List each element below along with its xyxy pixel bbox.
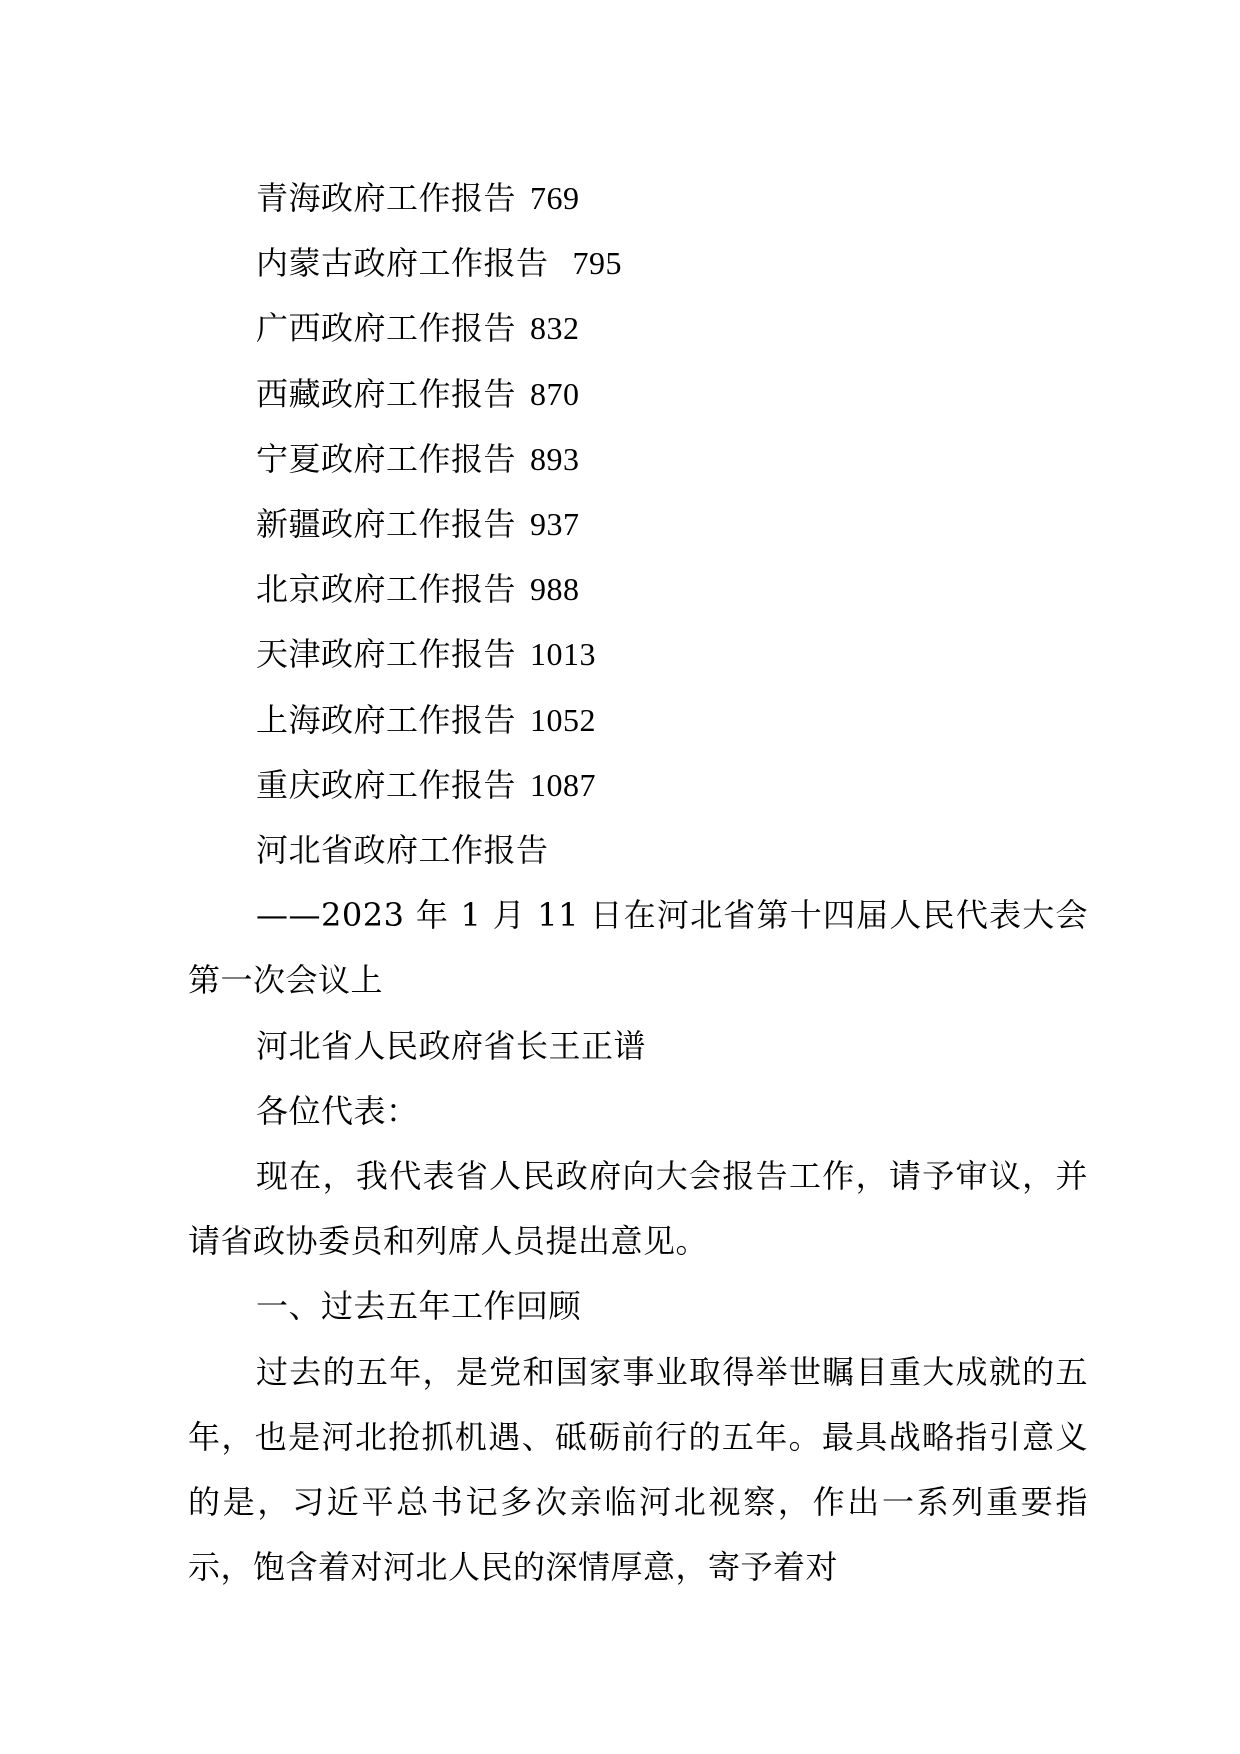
report-subtitle: ——2023 年 1 月 11 日在河北省第十四届人民代表大会第一次会议上 — [188, 896, 1088, 1000]
report-speaker: 河北省人民政府省长王正谱 — [256, 1026, 647, 1065]
report-body-paragraph: 过去的五年，是党和国家事业取得举世瞩目重大成就的五年，也是河北抢抓机遇、砥砺前行的五年。最具战略指引意义的是，习近平总书记多次亲临河北视察，作出一系列重要指示，饱含着对河北人民的深情厚意，寄予着对 — [188, 1352, 1088, 1587]
document-content — [188, 166, 1088, 1600]
toc-entry[interactable] — [188, 362, 1088, 427]
toc-entry-page: 832 — [530, 310, 580, 347]
toc-entry-title: 上海政府工作报告 — [256, 700, 517, 739]
report-title: 河北省政府工作报告 — [256, 831, 549, 870]
toc-entry[interactable] — [188, 688, 1088, 753]
toc-entry[interactable] — [188, 166, 1088, 231]
toc-entry[interactable] — [188, 753, 1088, 818]
report-salutation: 各位代表： — [256, 1091, 419, 1130]
toc-entry[interactable] — [188, 427, 1088, 492]
toc-entry-title: 天津政府工作报告 — [256, 635, 517, 674]
toc-entry[interactable] — [188, 296, 1088, 361]
toc-entry-title: 广西政府工作报告 — [256, 309, 517, 348]
toc-entry-page: 795 — [572, 245, 623, 282]
toc-entry-page: 893 — [530, 440, 580, 477]
toc-entry-title: 西藏政府工作报告 — [256, 374, 517, 413]
section-heading: 一、过去五年工作回顾 — [256, 1287, 582, 1326]
toc-entry-page: 1013 — [530, 636, 597, 673]
toc-entry[interactable] — [188, 622, 1088, 687]
toc-entry-page: 769 — [530, 180, 580, 216]
toc-entry-page: 937 — [530, 506, 580, 543]
report-intro-paragraph: 现在，我代表省人民政府向大会报告工作，请予审议，并请省政协委员和列席人员提出意见。 — [188, 1157, 1088, 1261]
toc-entry[interactable] — [188, 492, 1088, 557]
toc-entry-title: 北京政府工作报告 — [256, 570, 517, 609]
toc-entry[interactable] — [188, 557, 1088, 622]
toc-entry-title: 重庆政府工作报告 — [256, 765, 517, 804]
toc-entry[interactable] — [188, 231, 1088, 296]
toc-entry-page: 870 — [530, 375, 580, 412]
toc-entry-title: 宁夏政府工作报告 — [256, 439, 517, 478]
toc-entry-page: 1087 — [530, 766, 597, 803]
toc-entry-page: 1052 — [530, 701, 597, 738]
toc-entry-title: 内蒙古政府工作报告 — [256, 244, 549, 283]
toc-entry-title: 青海政府工作报告 — [256, 179, 517, 217]
toc-entry-title: 新疆政府工作报告 — [256, 505, 517, 544]
toc-entry-page: 988 — [530, 571, 580, 608]
